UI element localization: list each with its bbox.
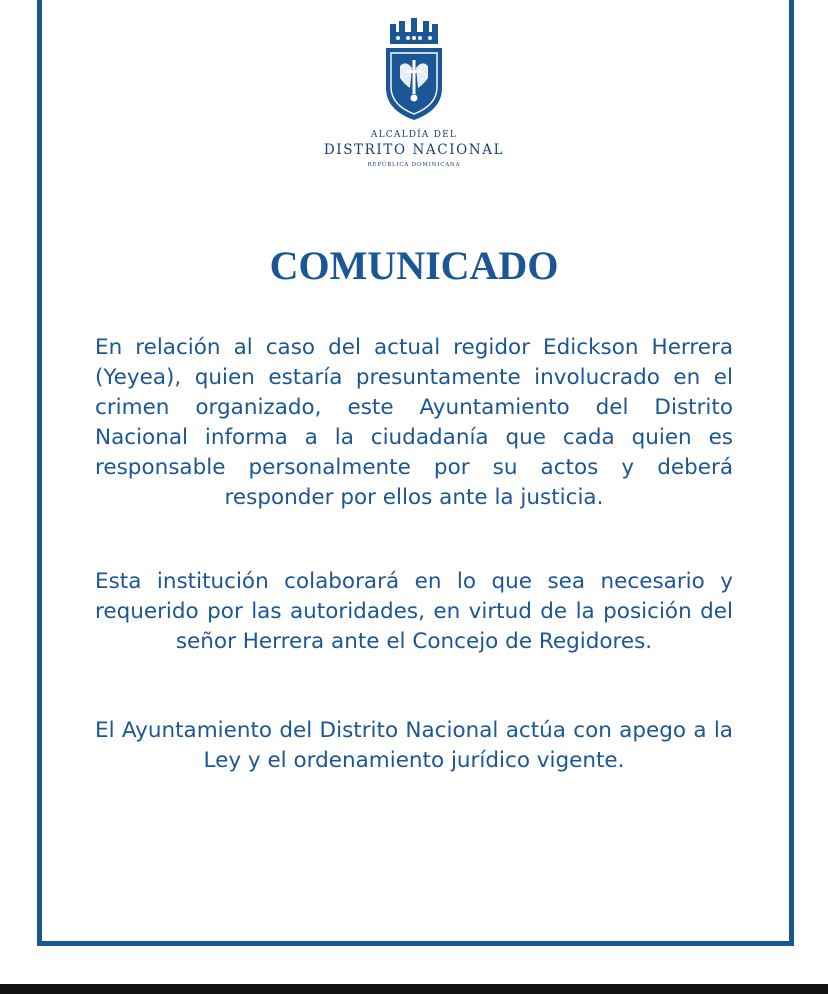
coat-of-arms-icon — [378, 18, 450, 124]
document-title: COMUNICADO — [269, 243, 559, 288]
paragraph-3: El Ayuntamiento del Distrito Nacional actúa con apego a la Ley y el ordenamiento jurídico vigente. — [95, 718, 733, 773]
org-name: DISTRITO NACIONAL — [323, 142, 505, 158]
paragraph-2: Esta institución colaborará en lo que sea necesario y requerido por las autoridades, en virtud de la posición del señor Herrera ante el Concejo de Regidores. — [95, 569, 733, 654]
org-country: REPÚBLICA DOMINICANA — [367, 162, 461, 168]
org-name-prefix: ALCALDÍA DEL — [370, 130, 458, 140]
paragraph-1: En relación al caso del actual regidor Edickson Herrera (Yeyea), quien estaría presuntamente involucrado en el crimen organizado, este Ayuntamiento del Distrito Nacional informa a la ciudadanía que cada quien es responsable personalmente por su actos y deberá responder por ellos ante la justicia. — [95, 335, 733, 510]
bottom-bar — [0, 984, 828, 994]
